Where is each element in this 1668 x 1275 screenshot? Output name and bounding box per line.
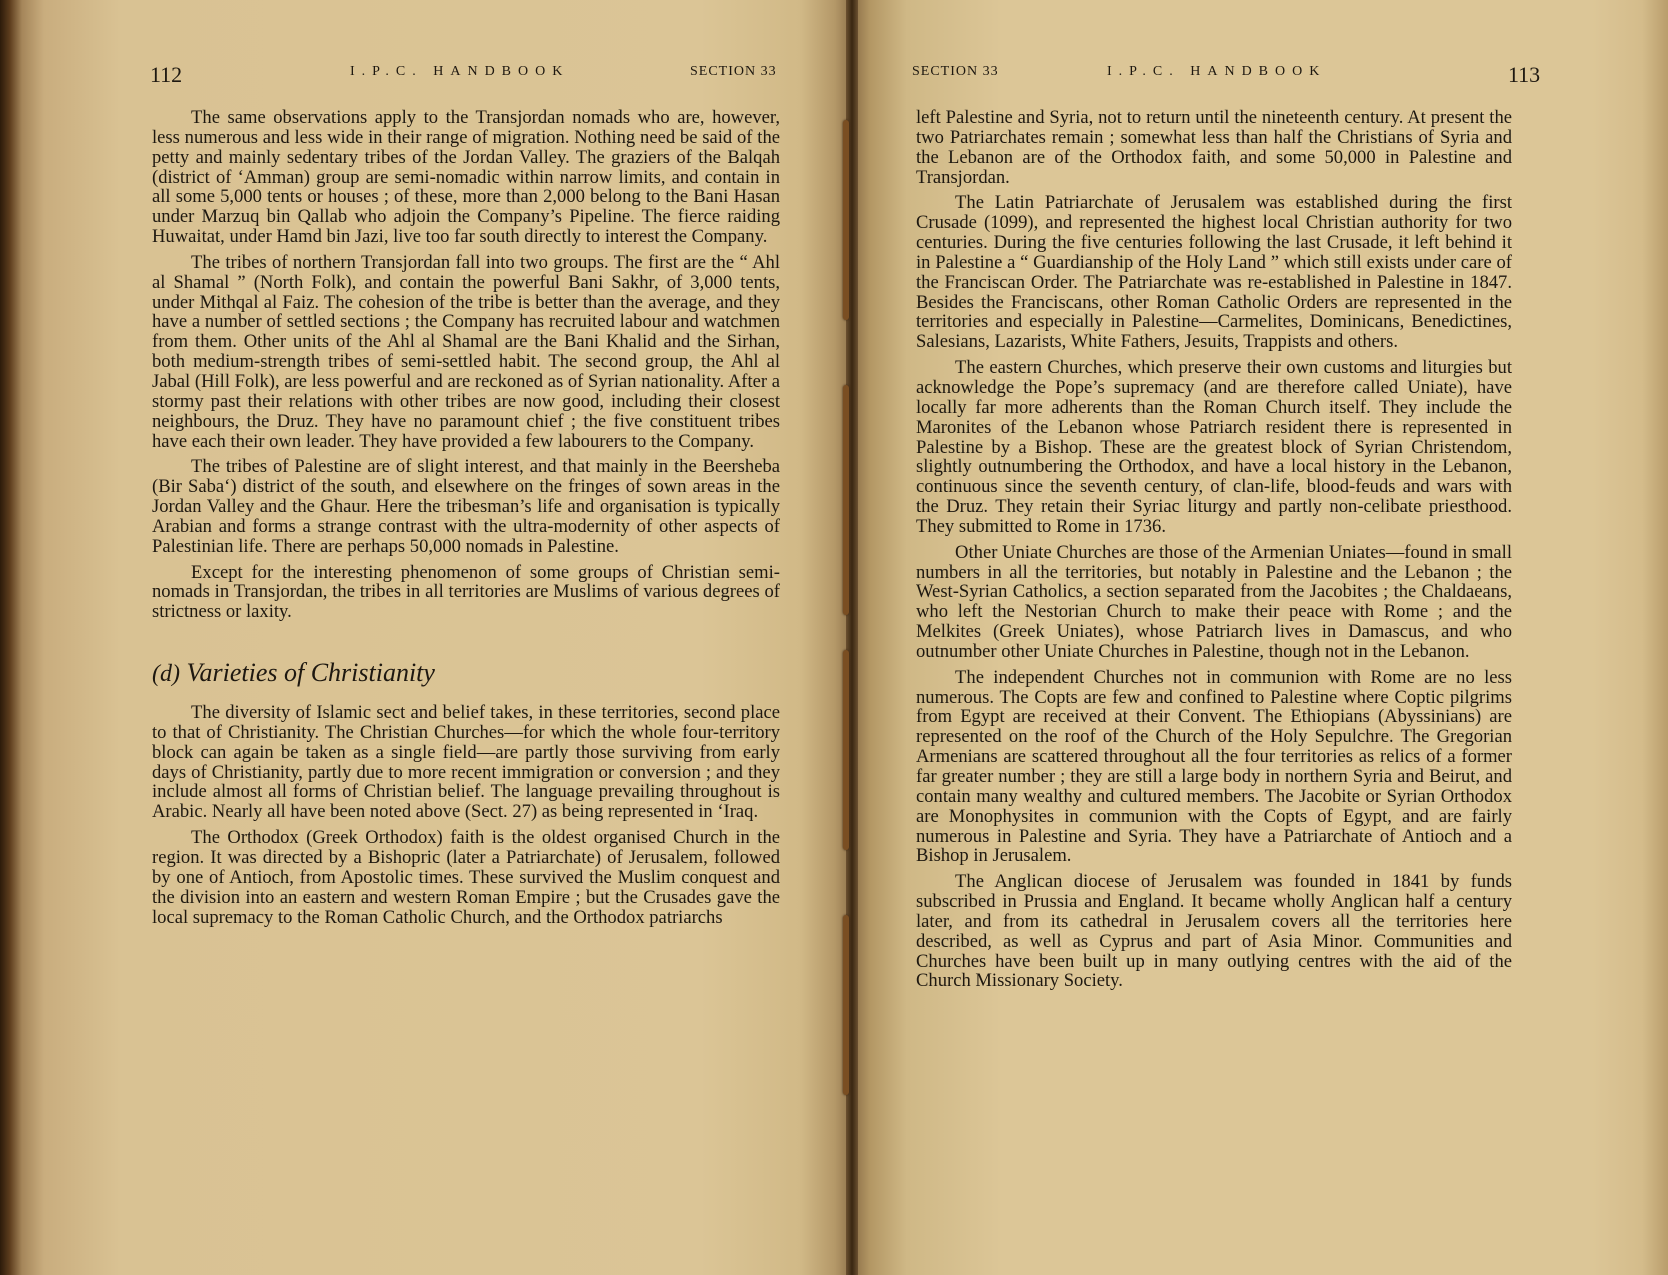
page-number: 112 [150, 62, 183, 87]
running-title: I.P.C. HANDBOOK [350, 64, 570, 79]
paragraph: Except for the interesting phenomenon of some groups of Christian semi-nomads in Transjordan, the tribes in all territories are Muslims of various degrees of strictness or laxity. [152, 561, 780, 623]
binding-stitch [843, 385, 849, 615]
paragraph: Other Uniate Churches are those of the Armenian Uniates—found in small numbers in all the territories, but notably in Palestine and the Lebanon ; the West-Syrian Catholics, a section separated from the Jacobites ; the Chaldaeans, who left the Nestorian Church to make their peace with Rome ; and the Melkites (Greek Uniates), whose Patriarch lives in Damascus, and who outnumber other Uniate Churches in Palestine, though not in the Lebanon. [916, 541, 1512, 662]
section-label: SECTION 33 [690, 64, 777, 79]
paragraph: The same observations apply to the Transjordan nomads who are, however, less numerous and less wide in their range of migration. Nothing need be said of the petty and mainly sedentary tribes of the Jordan Valley. The graziers of the Balqah (district of ‘Amman) group are semi-nomadic within narrow limits, and contain in all some 5,000 tents or houses ; of these, more than 2,000 belong to the Bani Hasan under Marzuq bin Qallab who adjoin the Company’s Pipeline. The fierce raiding Huwaitat, under Hamd bin Jazi, live too far south directly to interest the Company. [152, 107, 780, 248]
section-label: SECTION 33 [912, 64, 999, 79]
binding-stitch [843, 915, 849, 1095]
heading-letter: (d) [152, 661, 180, 688]
paragraph: The tribes of Palestine are of slight interest, and that mainly in the Beersheba (Bir Saba‘) district of the south, and elsewhere on the fringes of sown areas in the Jordan Valley and the Ghaur. Here the tribesman’s life and organisation is typically Arabian and forms a strange contrast with the ultra-modernity of other aspects of Palestinian life. There are perhaps 50,000 nomads in Palestine. [152, 456, 780, 557]
paragraph: The independent Churches not in communion with Rome are no less numerous. The Copts are few and confined to Palestine where Coptic pilgrims from Egypt are received at their Convent. The Ethiopians (Abyssinians) are represented on the roof of the Church of the Holy Sepulchre. The Gregorian Armenians are scattered throughout all the four territories as relics of a former far greater number ; they are still a large body in northern Syria and Beirut, and contain many wealthy and cultured members. The Jacobite or Syrian Orthodox are Monophysites in communion with the Copts of Egypt, and are fairly numerous in Palestine and Syria. They have a Patriarchate of Antioch and a Bishop in Jerusalem. [916, 666, 1512, 867]
paragraph: The tribes of northern Transjordan fall into two groups. The first are the “ Ahl al Shamal ” (North Folk), and contain the powerful Bani Sakhr, of 3,000 tents, under Mithqal al Faiz. The cohesion of the tribe is better than the average, and they have a number of settled sections ; the Company has recruited labour and watchmen from them. Other units of the Ahl al Shamal are the Bani Khalid and the Sirhan, both medium-strength tribes of semi-settled habit. The second group, the Ahl al Jabal (Hill Folk), are less powerful and are reckoned as of Syrian nationality. After a stormy past their relations with other tribes are now good, including their closest neighbours, the Druz. They have no paramount chief ; the five constituent tribes have each their own leader. They have provided a few labourers to the Company. [152, 251, 780, 452]
left-text-column [152, 108, 780, 927]
page-number: 113 [1508, 62, 1541, 87]
heading-title: Varieties of Christianity [186, 658, 435, 688]
binding-stitch [843, 650, 849, 850]
binding-stitch [843, 120, 849, 320]
paragraph: The Orthodox (Greek Orthodox) faith is the oldest organised Church in the region. It was directed by a Bishopric (later a Patriarchate) of Jerusalem, followed by one of Antioch, from Apostolic times. These survived the Muslim conquest and the division into an eastern and western Roman Empire ; but the Crusades gave the local supremacy to the Roman Catholic Church, and the Orthodox patriarchs [152, 827, 780, 928]
section-heading [152, 658, 780, 689]
paragraph: The eastern Churches, which preserve their own customs and liturgies but acknowledge the Pope’s supremacy (and are therefore called Uniate), have locally far more adherents than the Roman Church itself. They include the Maronites of the Lebanon whose Patriarch resident there is represented in Palestine by a Bishop. These are the greatest block of Syrian Christendom, slightly outnumbering the Orthodox, and have a local history in the Lebanon, continuous since the seventh century, of clan-life, blood-feuds and wars with the Druz. They retain their Syriac liturgy and partly non-celibate priesthood. They submitted to Rome in 1736. [916, 357, 1512, 537]
paragraph: The Anglican diocese of Jerusalem was founded in 1841 by funds subscribed in Prussia and England. It became wholly Anglican half a century later, and from its cathedral in Jerusalem covers all the territories here described, as well as Cyprus and part of Asia Minor. Communities and Churches have been built up in many outlying centres with the aid of the Church Missionary Society. [916, 871, 1512, 992]
paragraph: The Latin Patriarchate of Jerusalem was established during the first Crusade (1099), and represented the highest local Christian authority for two centuries. During the five centuries following the last Crusade, it left behind it in Palestine a “ Guardianship of the Holy Land ” which still exists under care of the Franciscan Order. The Patriarchate was re-established in Palestine in 1847. Besides the Franciscans, other Roman Catholic Orders are represented in the territories and especially in Palestine—Carmelites, Dominicans, Benedictines, Salesians, Lazarists, White Fathers, Jesuits, Trappists and others. [916, 192, 1512, 353]
right-page [852, 0, 1668, 1275]
paragraph-continuation: left Palestine and Syria, not to return until the nineteenth century. At present the two Patriarchates remain ; somewhat less than half the Christians of Syria and the Lebanon are of the Orthodox faith, and some 50,000 in Palestine and Transjordan. [916, 107, 1512, 188]
right-text-column [916, 108, 1512, 991]
running-title: I.P.C. HANDBOOK [1107, 64, 1327, 79]
paragraph: The diversity of Islamic sect and belief takes, in these territories, second place to that of Christianity. The Christian Churches—for which the whole four-territory block can again be taken as a single field—are partly those surviving from early days of Christianity, partly due to more recent immigration or conversion ; and they include almost all forms of Christian belief. The language prevailing throughout is Arabic. Nearly all have been noted above (Sect. 27) as being represented in ‘Iraq. [152, 702, 780, 823]
